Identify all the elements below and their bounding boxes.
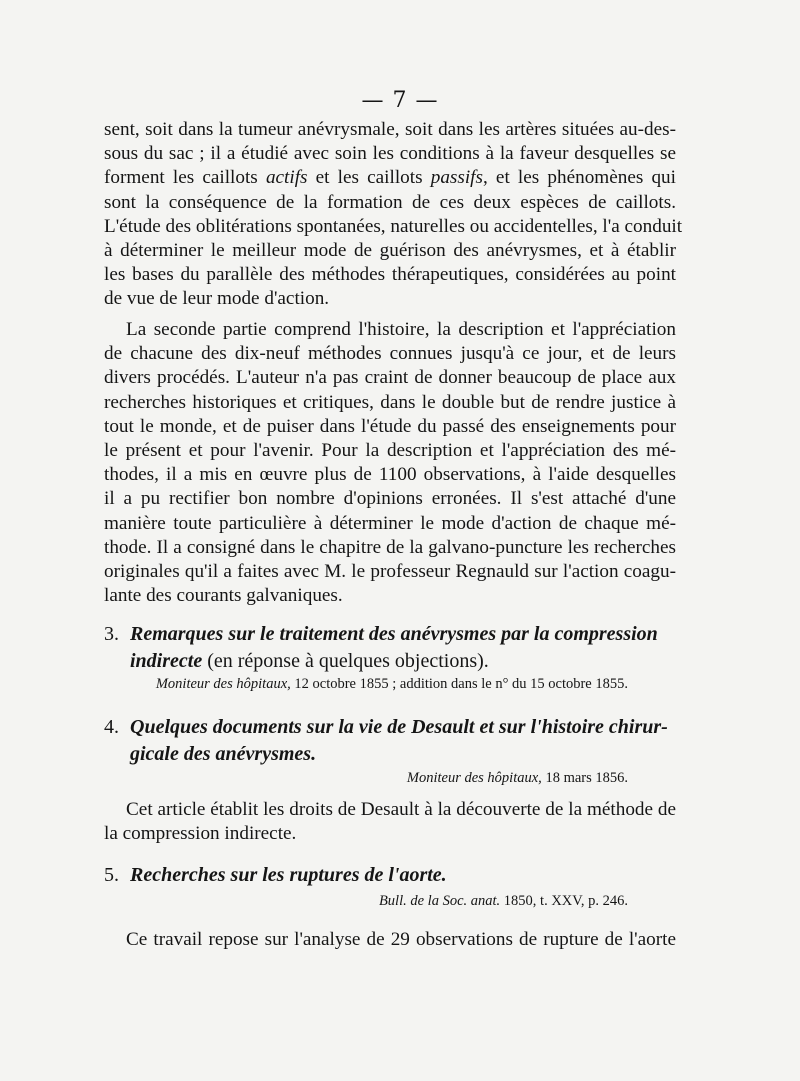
text-line: L'étude des oblitérations spontanées, naturelles ou accidentelles, l'a conduit xyxy=(104,215,683,237)
text-line: tout le monde, et de puiser dans l'étude du passé des enseignements pour xyxy=(104,415,676,437)
source-details: 12 octobre 1855 ; addition dans le n° du 15 octobre 1855. xyxy=(290,676,628,692)
entry-number: 5. xyxy=(104,864,119,886)
entry-title-italic: Remarques sur le traitement des anévrysmes par la compression xyxy=(130,623,658,645)
source-journal: Moniteur des hôpitaux, xyxy=(155,676,291,692)
italic-term: passifs xyxy=(430,167,483,189)
text-line: le présent et pour l'avenir. Pour la description et l'appréciation des mé- xyxy=(104,440,676,462)
source-journal: Bull. de la Soc. anat. xyxy=(378,893,501,909)
text-line: forment les caillots actifs et les caillots passifs, et les phénomènes qui xyxy=(104,167,676,189)
text-line: il a pu rectifier bon nombre d'opinions erronées. Il s'est attaché d'une xyxy=(104,488,676,510)
entry-title-italic: Recherches sur les ruptures de l'aorte. xyxy=(130,864,447,886)
bibliography-entry-5-title xyxy=(104,862,676,889)
text-line: originales qu'il a faites avec M. le professeur Regnauld sur l'action coagu- xyxy=(104,561,676,583)
source-details: 1850, t. XXV, p. 246. xyxy=(500,893,628,909)
entry-5-description xyxy=(104,928,676,952)
entry-number: 3. xyxy=(104,623,119,645)
bibliography-entry-3-title xyxy=(104,621,676,675)
italic-term: actifs xyxy=(265,167,308,189)
text-line: manière toute particulière à déterminer le mode d'action de chaque mé- xyxy=(104,512,676,534)
entry-number: 4. xyxy=(104,716,119,738)
text-line: La seconde partie comprend l'histoire, la description et l'appréciation xyxy=(126,319,676,340)
text-line: sous du sac ; il a étudié avec soin les conditions à la faveur desquelles se xyxy=(104,143,676,165)
bibliography-entry-4-title xyxy=(104,714,676,768)
text-line: thode. Il a consigné dans le chapitre de la galvano-puncture les recherches xyxy=(104,536,676,558)
text-line: la compression indirecte. xyxy=(104,823,297,845)
entry-4-description xyxy=(104,798,676,846)
second-part-paragraph xyxy=(104,318,676,608)
text-line: les bases du parallèle des méthodes thérapeutiques, considérées au point xyxy=(104,264,676,286)
text-line: à déterminer le meilleur mode de guérison des anévrysmes, et à établir xyxy=(104,240,676,262)
text-line: lante des courants galvaniques. xyxy=(104,585,343,607)
entry-5-source xyxy=(379,892,628,910)
text-line: sont la conséquence de la formation de ces deux espèces de caillots. xyxy=(104,191,676,213)
entry-4-source xyxy=(407,769,628,787)
text-line: recherches historiques et critiques, dans le double but de rendre justice à xyxy=(104,391,676,413)
text-line: sent, soit dans la tumeur anévrysmale, soit dans les artères situées au-des- xyxy=(104,119,676,140)
source-journal: Moniteur des hôpitaux, xyxy=(406,770,542,786)
text-line: de vue de leur mode d'action. xyxy=(104,288,330,310)
text-line: thodes, il a mis en œuvre plus de 1100 observations, à l'aide desquelles xyxy=(104,464,676,486)
entry-title-continuation: gicale des anévrysmes. xyxy=(130,743,317,765)
page-number: — 7 — xyxy=(361,88,439,113)
text-line: Cet article établit les droits de Desault à la découverte de la méthode de xyxy=(126,799,676,820)
entry-title-italic: Quelques documents sur la vie de Desault et sur l'histoire chirur- xyxy=(130,716,668,738)
entry-3-source xyxy=(156,675,628,693)
text-line: divers procédés. L'auteur n'a pas craint de donner beaucoup de place aux xyxy=(104,367,676,389)
text-line: Ce travail repose sur l'analyse de 29 observations de rupture de l'aorte xyxy=(126,929,676,950)
text-line: de chacune des dix-neuf méthodes connues jusqu'à ce jour, et de leurs xyxy=(104,343,676,365)
intro-paragraph xyxy=(104,118,683,312)
entry-title-continuation: indirecte (en réponse à quelques objections). xyxy=(130,650,489,672)
source-details: 18 mars 1856. xyxy=(541,770,628,786)
